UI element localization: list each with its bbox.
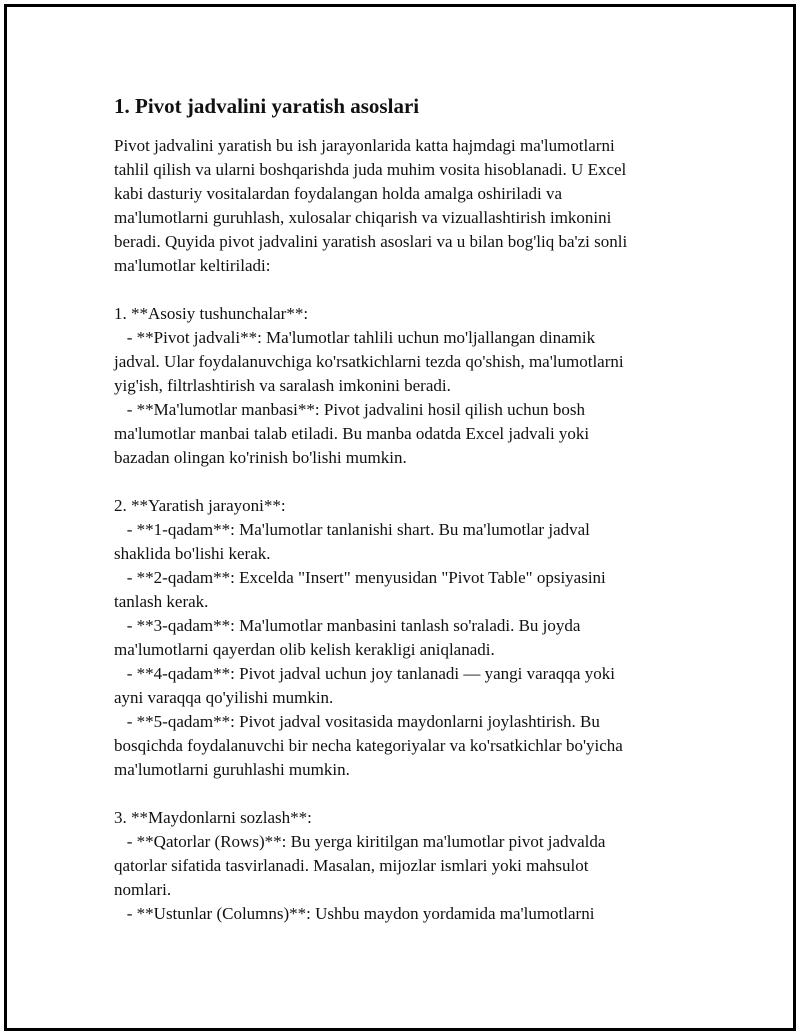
- text-line: - **Pivot jadvali**: Ma'lumotlar tahlili uchun mo'ljallangan dinamik: [114, 328, 596, 347]
- text-line: - **5-qadam**: Pivot jadval vositasida maydonlarni joylashtirish. Bu: [114, 712, 600, 731]
- text-line: bosqichda foydalanuvchi bir necha kategoriyalar va ko'rsatkichlar bo'yicha: [114, 736, 623, 755]
- text-line: ayni varaqqa qo'yilishi mumkin.: [114, 688, 334, 707]
- text-line: - **Ma'lumotlar manbasi**: Pivot jadvalini hosil qilish uchun bosh: [114, 400, 586, 419]
- section-basic-concepts: [114, 302, 674, 470]
- text-line: - **1-qadam**: Ma'lumotlar tanlanishi shart. Bu ma'lumotlar jadval: [114, 520, 590, 539]
- text-line: ma'lumotlar keltiriladi:: [114, 256, 271, 275]
- section-field-settings: [114, 806, 674, 926]
- document-body: [114, 92, 674, 926]
- text-line: ma'lumotlar manbai talab etiladi. Bu manba odatda Excel jadvali yoki: [114, 424, 590, 443]
- section-heading: 1. Pivot jadvalini yaratish asoslari: [114, 94, 420, 118]
- text-line: kabi dasturiy vositalardan foydalangan holda amalga oshiriladi va: [114, 184, 563, 203]
- text-line: - **Qatorlar (Rows)**: Bu yerga kiritilgan ma'lumotlar pivot jadvalda: [114, 832, 606, 851]
- text-line: 1. **Asosiy tushunchalar**:: [114, 304, 309, 323]
- text-line: yig'ish, filtrlashtirish va saralash imkonini beradi.: [114, 376, 451, 395]
- intro-paragraph: [114, 134, 674, 278]
- text-line: Pivot jadvalini yaratish bu ish jarayonlarida katta hajmdagi ma'lumotlarni: [114, 136, 615, 155]
- text-line: - **4-qadam**: Pivot jadval uchun joy tanlanadi — yangi varaqqa yoki: [114, 664, 615, 683]
- paragraph-gap: [114, 782, 674, 806]
- text-line: - **2-qadam**: Excelda "Insert" menyusidan "Pivot Table" opsiyasini: [114, 568, 606, 587]
- text-line: nomlari.: [114, 880, 172, 899]
- paragraph-gap: [114, 470, 674, 494]
- text-line: ma'lumotlarni qayerdan olib kelish kerakligi aniqlanadi.: [114, 640, 495, 659]
- text-line: - **Ustunlar (Columns)**: Ushbu maydon yordamida ma'lumotlarni: [114, 904, 595, 923]
- text-line: tahlil qilish va ularni boshqarishda juda muhim vosita hisoblanadi. U Excel: [114, 160, 627, 179]
- text-line: - **3-qadam**: Ma'lumotlar manbasini tanlash so'raladi. Bu joyda: [114, 616, 581, 635]
- section-creation-process: [114, 494, 674, 782]
- text-line: bazadan olingan ko'rinish bo'lishi mumkin.: [114, 448, 407, 467]
- text-line: beradi. Quyida pivot jadvalini yaratish asoslari va u bilan bog'liq ba'zi sonli: [114, 232, 628, 251]
- text-line: jadval. Ular foydalanuvchiga ko'rsatkichlarni tezda qo'shish, ma'lumotlarni: [114, 352, 624, 371]
- text-line: 2. **Yaratish jarayoni**:: [114, 496, 286, 515]
- text-line: tanlash kerak.: [114, 592, 209, 611]
- text-line: shaklida bo'lishi kerak.: [114, 544, 271, 563]
- paragraph-gap: [114, 278, 674, 302]
- text-line: ma'lumotlarni guruhlash, xulosalar chiqarish va vizuallashtirish imkonini: [114, 208, 612, 227]
- text-line: ma'lumotlarni guruhlashi mumkin.: [114, 760, 350, 779]
- text-line: qatorlar sifatida tasvirlanadi. Masalan, mijozlar ismlari yoki mahsulot: [114, 856, 589, 875]
- text-line: 3. **Maydonlarni sozlash**:: [114, 808, 312, 827]
